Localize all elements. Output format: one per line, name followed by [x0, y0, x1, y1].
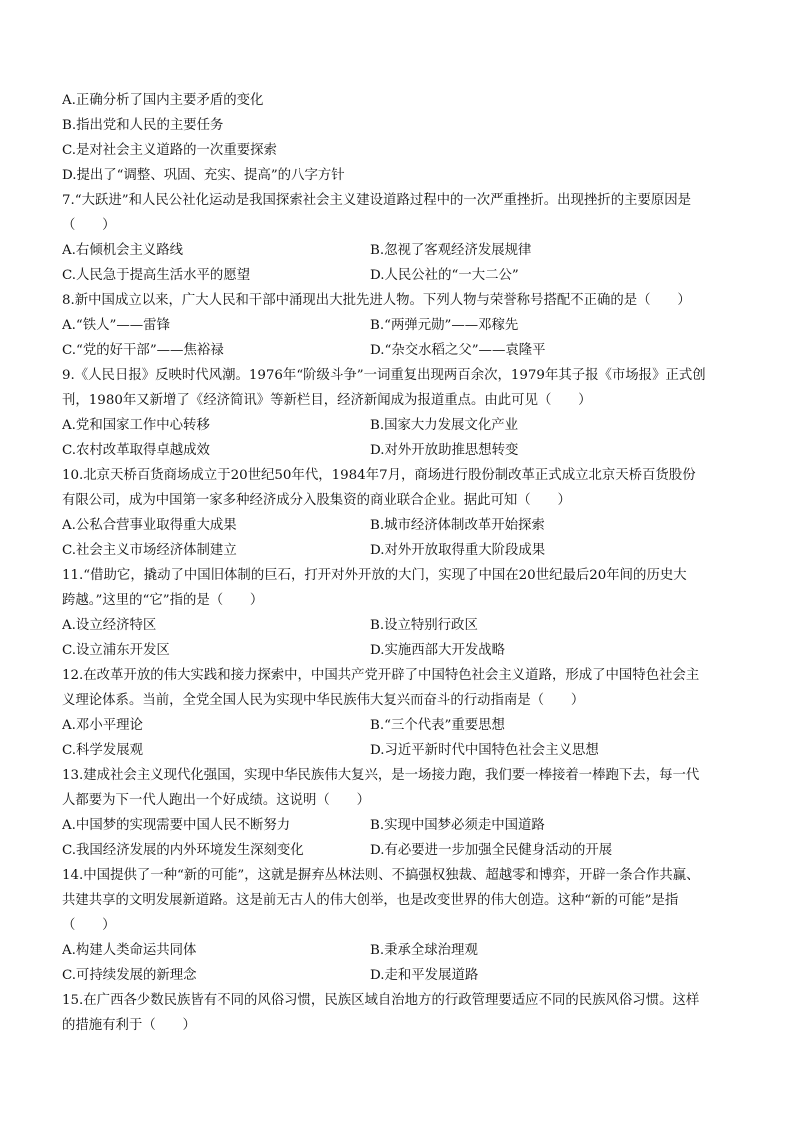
q12-option-d: D.习近平新时代中国特色社会主义思想 [370, 743, 599, 758]
q7-options-row-2 [62, 263, 732, 288]
exam-page [62, 88, 732, 1038]
q14-option-a: A.构建人类命运共同体 [62, 943, 197, 958]
q10-option-c: C.社会主义市场经济体制建立 [62, 543, 237, 558]
q9-option-d: D.对外开放助推思想转变 [370, 443, 519, 458]
q6-option-d: D.提出了“调整、巩固、充实、提高”的八字方针 [62, 168, 345, 183]
q13-option-c: C.我国经济发展的内外环境发生深刻变化 [62, 843, 304, 858]
q15-stem [62, 988, 732, 1038]
q9-stem-line-1: 9.《人民日报》反映时代风潮。1976年“阶级斗争”一词重复出现两百余次，1979年其子报《市场报》正式创 [62, 368, 706, 383]
q11-option-d: D.实施西部大开发战略 [370, 643, 506, 658]
q12-options-row-2 [62, 738, 732, 763]
q9-options-row-2 [62, 438, 732, 463]
q13-stem-line-2: 人都要为下一代人跑出一个好成绩。这说明（ ） [62, 793, 370, 808]
q10-stem-line-1: 10.北京天桥百货商场成立于20世纪50年代，1984年7月，商场进行股份制改革正式成立北京天桥百货股份 [62, 468, 696, 483]
q14-options-row-1 [62, 938, 732, 963]
q7-stem-line-1: 7.“大跃进”和人民公社化运动是我国探索社会主义建设道路过程中的一次严重挫折。出现挫折的主要原因是 [62, 193, 692, 208]
q14-option-b: B.秉承全球治理观 [370, 943, 478, 958]
q14-stem-line-2: 共建共享的文明发展新道路。这是前无古人的伟大创举，也是改变世界的伟大创造。这种“新的可能”是指 [62, 893, 679, 908]
q11-options-row-2 [62, 638, 732, 663]
q13-option-d: D.有必要进一步加强全民健身活动的开展 [370, 843, 613, 858]
q10-options-row-2 [62, 538, 732, 563]
q12-stem-line-2: 义理论体系。当前，全党全国人民为实现中华民族伟大复兴而奋斗的行动指南是（ ） [62, 693, 585, 708]
q7-option-b: B.忽视了客观经济发展规律 [370, 243, 532, 258]
q7-stem-line-2: （ ） [62, 218, 116, 233]
q11-options-row-1 [62, 613, 732, 638]
q13-option-b: B.实现中国梦必须走中国道路 [370, 818, 545, 833]
q12-stem-line-1: 12.在改革开放的伟大实践和接力探索中，中国共产党开辟了中国特色社会主义道路，形成了中国特色社会主 [62, 668, 700, 683]
q13-stem-line-1: 13.建成社会主义现代化强国，实现中华民族伟大复兴，是一场接力跑，我们要一棒接着一棒跑下去，每一代 [62, 768, 700, 783]
q10-options-row-1 [62, 513, 732, 538]
q14-stem [62, 863, 732, 938]
q7-options-row-1 [62, 238, 732, 263]
q10-option-b: B.城市经济体制改革开始探索 [370, 518, 545, 533]
q6-option-a: A.正确分析了国内主要矛盾的变化 [62, 93, 264, 108]
q13-options-row-2 [62, 838, 732, 863]
q8-options-row-1 [62, 313, 732, 338]
q14-options-row-2 [62, 963, 732, 988]
q12-option-b: B.“三个代表”重要思想 [370, 718, 505, 733]
q8-option-c: C.“党的好干部”——焦裕禄 [62, 343, 224, 358]
q9-stem-line-2: 刊，1980年又新增了《经济简讯》等新栏目，经济新闻成为报道重点。由此可见（ ） [62, 393, 592, 408]
q7-stem [62, 188, 732, 238]
q11-stem-line-2: 跨越。”这里的“它”指的是（ ） [62, 593, 264, 608]
q10-option-d: D.对外开放取得重大阶段成果 [370, 543, 546, 558]
q11-option-b: B.设立特别行政区 [370, 618, 478, 633]
q12-stem [62, 663, 732, 713]
q8-stem-line-1: 8.新中国成立以来，广大人民和干部中涌现出大批先进人物。下列人物与荣誉称号搭配不正确的是（ ） [62, 293, 691, 308]
q9-stem [62, 363, 732, 413]
q6-option-c: C.是对社会主义道路的一次重要探索 [62, 143, 277, 158]
q9-options-row-1 [62, 413, 732, 438]
q15-stem-line-1: 15.在广西各少数民族皆有不同的风俗习惯，民族区域自治地方的行政管理要适应不同的民族风俗习惯。这样 [62, 993, 700, 1008]
q6-option-b: B.指出党和人民的主要任务 [62, 118, 224, 133]
q10-stem-line-2: 有限公司，成为中国第一家多种经济成分入股集资的商业联合企业。据此可知（ ） [62, 493, 571, 508]
q10-option-a: A.公私合营事业取得重大成果 [62, 518, 237, 533]
q9-option-a: A.党和国家工作中心转移 [62, 418, 210, 433]
q8-stem [62, 288, 732, 313]
q13-option-a: A.中国梦的实现需要中国人民不断努力 [62, 818, 291, 833]
q11-option-a: A.设立经济特区 [62, 618, 157, 633]
q14-option-d: D.走和平发展道路 [370, 968, 479, 983]
q9-option-b: B.国家大力发展文化产业 [370, 418, 519, 433]
q7-option-d: D.人民公社的“一大二公” [370, 268, 519, 283]
q9-option-c: C.农村改革取得卓越成效 [62, 443, 210, 458]
q8-option-b: B.“两弹元勋”——邓稼先 [370, 318, 519, 333]
q13-stem [62, 763, 732, 813]
q8-option-d: D.“杂交水稻之父”——袁隆平 [370, 343, 546, 358]
q7-option-c: C.人民急于提高生活水平的愿望 [62, 268, 251, 283]
q14-stem-line-1: 14.中国提供了一种“新的可能”，这就是摒弃丛林法则、不搞强权独裁、超越零和博弈，开辟一条合作共赢、 [62, 868, 700, 883]
q8-options-row-2 [62, 338, 732, 363]
q11-option-c: C.设立浦东开发区 [62, 643, 170, 658]
q11-stem-line-1: 11.“借助它，撬动了中国旧体制的巨石，打开对外开放的大门，实现了中国在20世纪最后20年间的历史大 [62, 568, 687, 583]
q11-stem [62, 563, 732, 613]
q12-options-row-1 [62, 713, 732, 738]
q14-option-c: C.可持续发展的新理念 [62, 968, 197, 983]
q12-option-a: A.邓小平理论 [62, 718, 143, 733]
q15-stem-line-2: 的措施有利于（ ） [62, 1018, 196, 1033]
q8-option-a: A.“铁人”——雷锋 [62, 318, 170, 333]
q14-stem-line-3: （ ） [62, 918, 116, 933]
q10-stem [62, 463, 732, 513]
q7-option-a: A.右倾机会主义路线 [62, 243, 184, 258]
q13-options-row-1 [62, 813, 732, 838]
q12-option-c: C.科学发展观 [62, 743, 143, 758]
